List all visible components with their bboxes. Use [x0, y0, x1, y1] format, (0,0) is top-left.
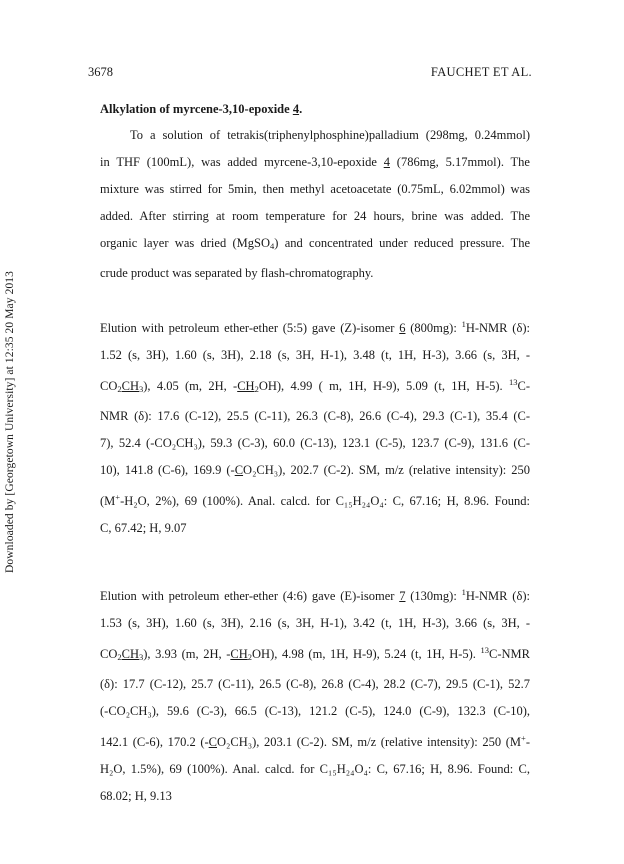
download-watermark-text: Downloaded by [Georgetown University] at 12:35 20 May 2013	[4, 271, 16, 573]
text-line: (δ): 17.7 (C-12), 25.7 (C-11), 26.5 (C-8), 26.8 (C-4), 28.2 (C-7), 29.5 (C-1), 52.7	[100, 677, 530, 691]
text-line: 7), 52.4 (-CO₂CH₃), 59.3 (C-3), 60.0 (C-13), 123.1 (C-5), 123.7 (C-9), 131.6 (C-	[100, 436, 530, 450]
text-line: (-CO₂CH₃), 59.6 (C-3), 66.5 (C-13), 121.2 (C-5), 124.0 (C-9), 132.3 (C-10),	[100, 704, 530, 718]
text-line: $CO_2CH_3$), 3.93 (m, 2H, $-CH_2OH$), 4.98 (m, 1H, H-9), 5.24 (t, 1H, H-5). $^{13}$C-NMR	[100, 645, 530, 662]
text-line: H₂O, 1.5%), 69 (100%). Anal. calcd. for C₁₅H₂₄O₄: C, 67.16; H, 8.96. Found: C,	[100, 762, 530, 776]
text-line: in THF (100mL), was added myrcene-3,10-epoxide 4 (786mg, 5.17mmol). The	[100, 155, 530, 169]
text-line: NMR (δ): 17.6 (C-12), 25.5 (C-11), 26.3 (C-8), 26.6 (C-4), 29.3 (C-1), 35.4 (C-	[100, 409, 530, 423]
compound-ref: 4	[292, 102, 300, 116]
text-line: organic layer was dried (MgSO$_4$) and concentrated under reduced pressure. The	[100, 236, 530, 251]
procedure-paragraph	[100, 122, 530, 287]
text-line: Elution with petroleum ether-ether (4:6) gave (E)-isomer 7 (130mg): $^1$H-NMR (δ):	[100, 587, 530, 603]
text-line: 1.52 (s, 3H), 1.60 (s, 3H), 2.18 (s, 3H, H-1), 3.48 (t, 1H, H-3), 3.66 (s, 3H, -	[100, 348, 530, 362]
z-isomer-paragraph	[100, 311, 530, 542]
e-isomer-paragraph	[100, 579, 530, 810]
running-header-authors: FAUCHET ET AL.	[430, 65, 532, 79]
text-line: To a solution of tetrakis(triphenylphosphine)palladium (298mg, 0.24mmol)	[130, 128, 530, 142]
text-line: $CO_2CH_3$), 4.05 (m, 2H, $-CH_2OH$), 4.99 ( m, 1H, H-9), 5.09 (t, 1H, H-5). $^{13}$C-	[100, 377, 530, 394]
text-line: added. After stirring at room temperature for 24 hours, brine was added. The	[100, 209, 530, 223]
text-line: (M+-H₂O, 2%), 69 (100%). Anal. calcd. for C₁₅H₂₄O₄: C, 67.16; H, 8.96. Found:	[100, 492, 530, 508]
text-line: 68.02; H, 9.13	[100, 789, 172, 803]
text-line: 1.53 (s, 3H), 1.60 (s, 3H), 2.16 (s, 3H, H-1), 3.42 (t, 1H, H-3), 3.66 (s, 3H, -	[100, 616, 530, 630]
text-line: 10), 141.8 (C-6), 169.9 (-CO₂CH₃), 202.7 (C-2). SM, m/z (relative intensity): 250	[100, 463, 530, 477]
section-heading: Alkylation of myrcene-3,10-epoxide 4.	[100, 102, 303, 116]
text-line: mixture was stirred for 5min, then methyl acetoacetate (0.75mL, 6.02mmol) was	[100, 182, 530, 196]
text-line: Elution with petroleum ether-ether (5:5) gave (Z)-isomer 6 (800mg): $^1$H-NMR (δ):	[100, 319, 530, 335]
text-line: 142.1 (C-6), 170.2 (-CO₂CH₃), 203.1 (C-2). SM, m/z (relative intensity): 250 (M+-	[100, 733, 530, 749]
text-line: crude product was separated by flash-chromatography.	[100, 266, 374, 280]
page-number: 3678	[88, 65, 113, 79]
text-line: C, 67.42; H, 9.07	[100, 521, 187, 535]
download-watermark	[2, 237, 18, 607]
